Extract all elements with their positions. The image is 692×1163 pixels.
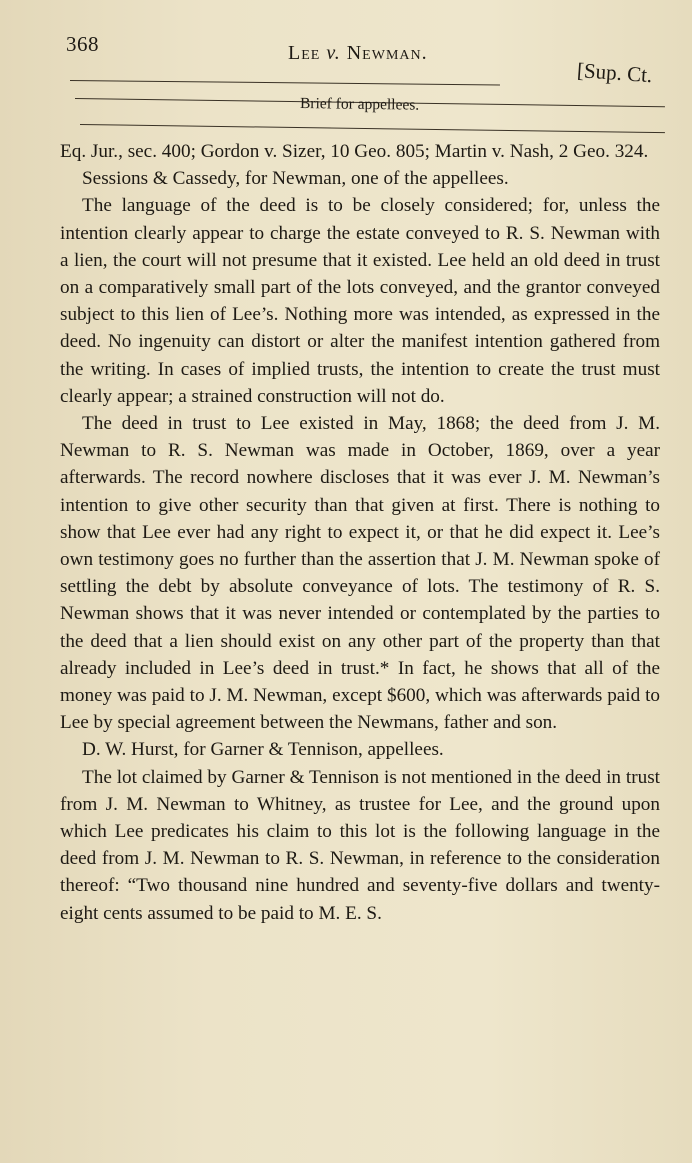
paragraph-counsel-garner: D. W. Hurst, for Garner & Tennison, appellees.: [82, 739, 444, 761]
case-name-versus: v.: [326, 42, 341, 64]
running-head: [288, 42, 428, 65]
paragraph-deed-language: The language of the deed is to be closely considered; for, unless the intention clearly appear to charge the estate conveyed to R. S. Newman with a lien, the court will not presume that it existed. Lee held an old deed in trust on a comparatively small part of the lots conveyed, and the grantor conveyed subject to this lien of Lee’s. Nothing more was intended, as expressed in the deed. No ingenuity can distort or alter the manifest intention gathered from the writing. In cases of implied trusts, the intention to create the trust must clearly appear; a strained construction will not do.: [60, 195, 660, 407]
page-number: 368: [66, 32, 99, 56]
court-label: [Sup. Ct.: [576, 58, 654, 88]
section-title: Brief for appellees.: [299, 95, 420, 114]
paragraph-counsel-newman: Sessions & Cassedy, for Newman, one of the appellees.: [82, 168, 509, 190]
section-rule-bottom: [80, 124, 665, 133]
paragraph-deed-in-trust: The deed in trust to Lee existed in May, 1868; the deed from J. M. Newman to R. S. Newman was made in October, 1869, over a year afterwards. The record nowhere discloses that it was ever J. M. Newman’s intention to give other security than that given at first. There is nothing to show that Lee ever had any right to expect it, or that he did expect it. Lee’s own testimony goes no further than the assertion that J. M. Newman spoke of settling the debt by absolute conveyance of lots. The testimony of R. S. Newman shows that it was never intended or contemplated by the parties to the deed that a lien should exist on any other part of the property than that already included in Lee’s deed in trust.* In fact, he shows that all of the money was paid to J. M. Newman, except $600, which was afterwards paid to Lee by special agreement between the Newmans, father and son.: [60, 413, 660, 734]
header-rule: [70, 80, 500, 86]
case-name-second: Newman.: [346, 42, 428, 64]
paragraph-citation: Eq. Jur., sec. 400; Gordon v. Sizer, 10 Geo. 805; Martin v. Nash, 2 Geo. 324.: [60, 141, 649, 162]
body-text: [60, 138, 660, 927]
paragraph-lot-claimed: The lot claimed by Garner & Tennison is not mentioned in the deed in trust from J. M. Newman to Whitney, as trustee for Lee, and the ground upon which Lee predicates his claim to this lot is the following language in the deed from J. M. Newman to R. S. Newman, in reference to the consideration thereof: “Two thousand nine hundred and seventy-five dollars and twenty-eight cents assumed to be paid to M. E. S.: [60, 766, 660, 924]
case-name-first: Lee: [288, 42, 321, 64]
